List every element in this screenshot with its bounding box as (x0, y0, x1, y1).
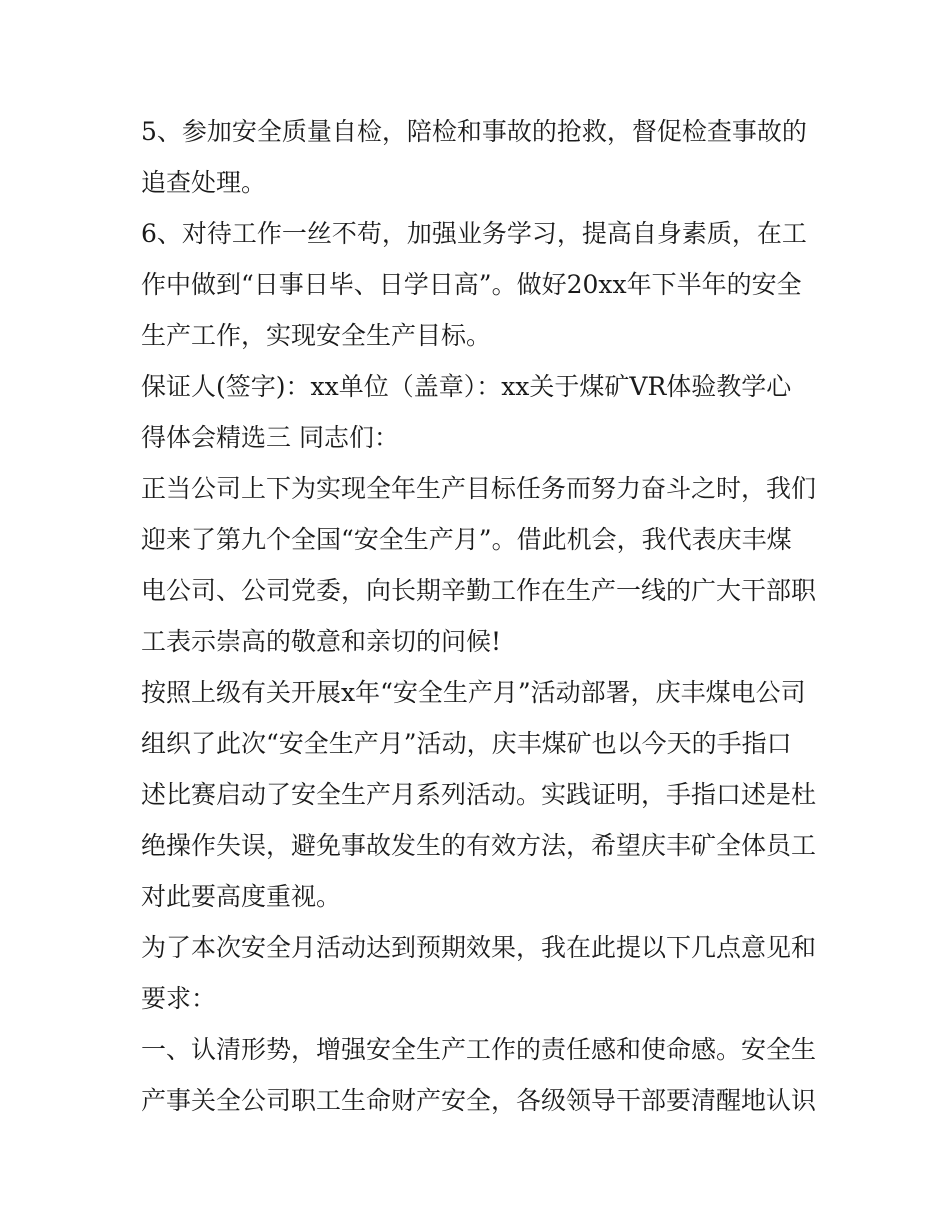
document-body (141, 106, 816, 1126)
paragraph-opening-remarks: 正当公司上下为实现全年生产目标任务而努力奋斗之时，我们迎来了第九个全国“安全生产月”。借此机会，我代表庆丰煤电公司、公司党委，向长期辛勤工作在生产一线的广大干部职工表示崇高的敬意和亲切的问候! (141, 474, 817, 656)
paragraph-point-one: 一、认清形势，增强安全生产工作的责任感和使命感。安全生产事关全公司职工生命财产安全，各级领导干部要清醒地认识 (141, 1035, 817, 1115)
paragraph-safety-month-activity: 按照上级有关开展x年“安全生产月”活动部署，庆丰煤电公司组织了此次“安全生产月”活动，庆丰煤矿也以今天的手指口述比赛启动了安全生产月系列活动。实践证明，手指口述是杜绝操作失误，避免事故发生的有效方法，希望庆丰矿全体员工对此要高度重视。 (141, 678, 817, 911)
paragraph-guarantor-signature: 保证人(签字)：xx单位（盖章）：xx关于煤矿VR体验教学心得体会精选三 同志们： (141, 372, 792, 452)
paragraph-requirements-intro: 为了本次安全月活动达到预期效果，我在此提以下几点意见和要求： (141, 933, 817, 1013)
paragraph-item-5: 5、参加安全质量自检，陪检和事故的抢救，督促检查事故的追查处理。 (141, 117, 807, 197)
paragraph-item-6: 6、对待工作一丝不苟，加强业务学习，提高自身素质，在工作中做到“日事日毕、日学日高”。做好20xx年下半年的安全生产工作，实现安全生产目标。 (141, 219, 807, 350)
